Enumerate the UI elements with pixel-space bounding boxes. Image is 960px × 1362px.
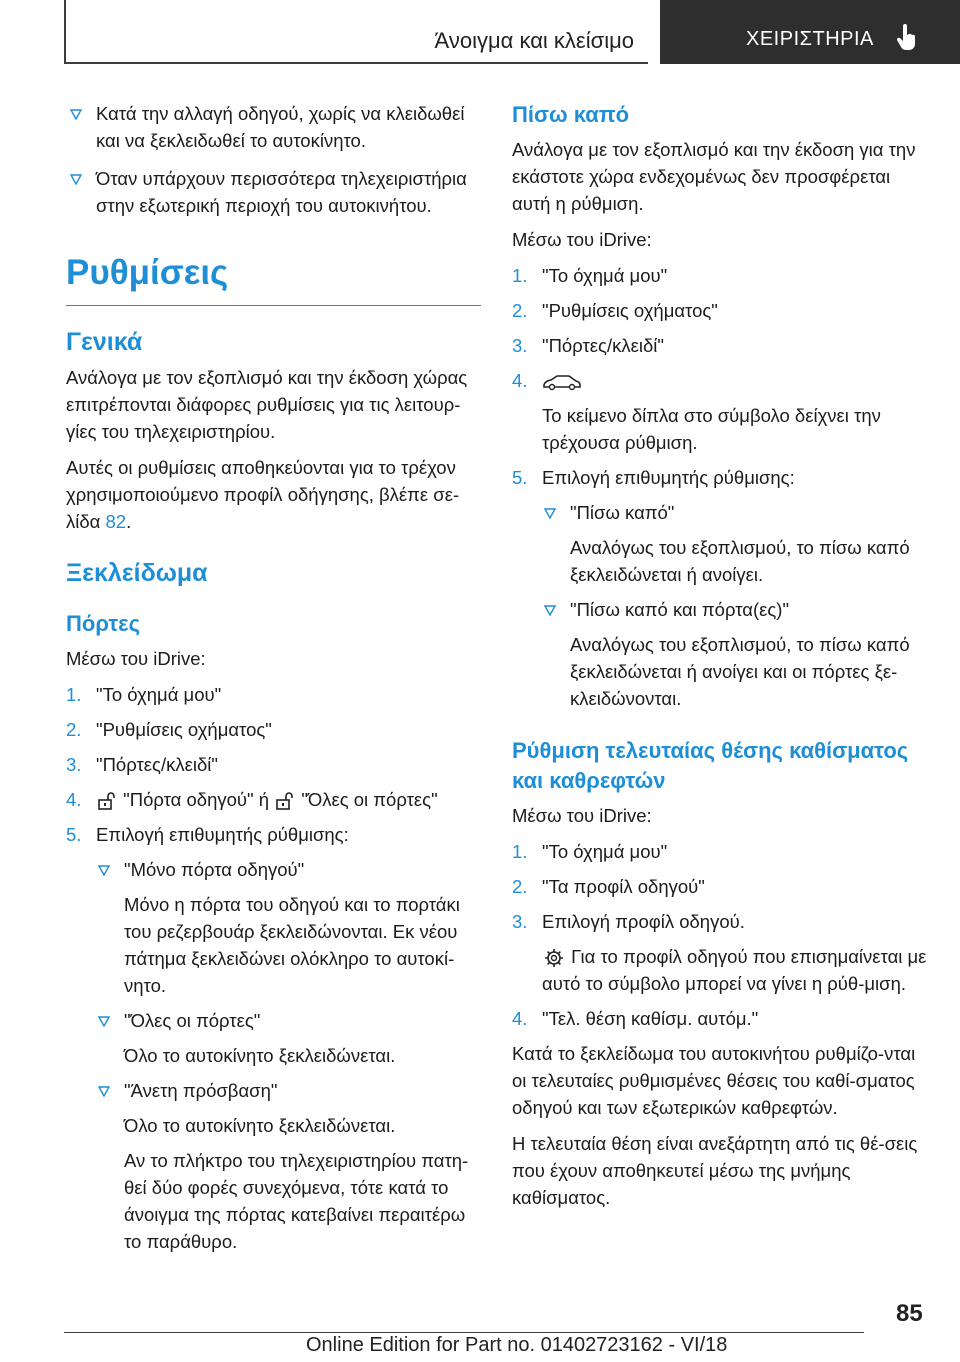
- step-item: 4. "Τελ. θέση καθίσμ. αυτόμ.": [512, 1008, 759, 1029]
- hand-pointer-icon: [896, 24, 918, 52]
- option-item: "Όλες οι πόρτες": [66, 1007, 481, 1034]
- step-note: Το κείμενο δίπλα στο σύμβολο δείχνει την τρέχουσα ρύθμιση.: [542, 405, 881, 453]
- seat-paragraph: Η τελευταία θέση είναι ανεξάρτητη από τις θέ-σεις που έχουν αποθηκευτεί μέσω της μνήμης καθίσματος.: [512, 1133, 918, 1208]
- general-paragraph-2: Αυτές οι ρυθμίσεις αποθηκεύονται για το τρέχον χρησιμοποιούμενο προφίλ οδήγησης, βλέπε σε-λίδα 82.: [66, 457, 460, 532]
- left-column: [66, 100, 481, 1263]
- car-tailgate-icon: [542, 372, 582, 392]
- via-idrive: Μέσω του iDrive:: [66, 648, 206, 669]
- step-item: 3. Επιλογή προφίλ οδηγού.: [512, 911, 745, 932]
- tailgate-paragraph: Ανάλογα με τον εξοπλισμό και την έκδοση για την εκάστοτε χώρα ενδεχομένως δεν προσφέρεται αυτή η ρύθμιση.: [512, 139, 916, 214]
- unlock-icon: [274, 791, 296, 811]
- triangle-bullet-icon: [98, 1016, 110, 1027]
- page-link[interactable]: 82: [105, 511, 127, 532]
- page-number: 85: [896, 1300, 923, 1327]
- step-item: 4.: [512, 367, 932, 394]
- settings-heading: Ρυθμίσεις: [66, 253, 229, 292]
- bullet-text: Όταν υπάρχουν περισσότερα τηλεχειριστήρια στην εξωτερική περιοχή του αυτοκινήτου.: [96, 168, 467, 216]
- step-item: 2. "Ρυθμίσεις οχήματος": [66, 719, 272, 740]
- triangle-bullet-icon: [544, 605, 556, 616]
- unlock-icon: [96, 791, 118, 811]
- chapter-label: ΧΕΙΡΙΣΤΗΡΙΑ: [746, 28, 874, 50]
- step-item: 3. "Πόρτες/κλειδί": [66, 754, 218, 775]
- option-text: Όλο το αυτοκίνητο ξεκλειδώνεται.: [124, 1045, 396, 1066]
- option-text: Αν το πλήκτρο του τηλεχειριστηρίου πατη-θεί δύο φορές συνεχόμενα, τότε κατά το άνοιγμα της πόρτας κατεβαίνει περαιτέρω το παράθυρο.: [124, 1150, 469, 1252]
- section-title: Άνοιγμα και κλείσιμο: [434, 28, 634, 53]
- step-item: 2. "Τα προφίλ οδηγού": [512, 876, 705, 897]
- gear-icon: [542, 947, 566, 969]
- seat-heading: Ρύθμιση τελευταίας θέσης καθίσματος και καθρεφτών: [512, 738, 909, 793]
- via-idrive: Μέσω του iDrive:: [512, 805, 652, 826]
- option-item: "Άνετη πρόσβαση": [66, 1077, 481, 1104]
- bullet-text: Κατά την αλλαγή οδηγού, χωρίς να κλειδωθεί και να ξεκλειδωθεί το αυτοκίνητο.: [96, 103, 465, 151]
- step-note: Για το προφίλ οδηγού που επισημαίνεται με αυτό το σύμβολο μπορεί να γίνει η ρύθ-μιση.: [542, 946, 927, 994]
- option-item: "Πίσω καπό και πόρτα(ες)": [512, 596, 932, 623]
- option-text: Αναλόγως του εξοπλισμού, το πίσω καπό ξεκλειδώνεται ή ανοίγει.: [570, 537, 910, 585]
- header-section-box: [64, 0, 648, 64]
- via-idrive: Μέσω του iDrive:: [512, 229, 652, 250]
- triangle-bullet-icon: [70, 109, 82, 120]
- chapter-tab: [660, 0, 960, 64]
- triangle-bullet-icon: [544, 508, 556, 519]
- option-text: Μόνο η πόρτα του οδηγού και το πορτάκι του ρεζερβουάρ ξεκλειδώνονται. Εκ νέου πάτημα ξεκλειδώνει ολόκληρο το αυτοκί-νητο.: [124, 894, 460, 996]
- heading-rule: [66, 305, 481, 306]
- step-item: 1. "Το όχημά μου": [512, 265, 668, 286]
- general-paragraph: Ανάλογα με τον εξοπλισμό και την έκδοση χώρας επιτρέπονται διάφορες ρυθμίσεις για τις λειτουρ-γίες του τηλεχειριστηρίου.: [66, 367, 468, 442]
- seat-paragraph: Κατά το ξεκλείδωμα του αυτοκινήτου ρυθμίζο-νται οι τελευταίες ρυθμισμένες θέσεις του καθί-σματος οδηγού και των εξωτερικών καθρεφτών.: [512, 1043, 916, 1118]
- step-item: 3. "Πόρτες/κλειδί": [512, 335, 664, 356]
- unlock-heading: Ξεκλείδωμα: [66, 559, 208, 587]
- edition-text: Online Edition for Part no. 01402723162 - VI/18: [306, 1334, 728, 1356]
- option-text: Αναλόγως του εξοπλισμού, το πίσω καπό ξεκλειδώνεται ή ανοίγει και οι πόρτες ξε-κλειδώνονται.: [570, 634, 910, 709]
- step-item: 5. Επιλογή επιθυμητής ρύθμισης:: [512, 467, 795, 488]
- option-item: "Μόνο πόρτα οδηγού": [66, 856, 481, 883]
- doors-heading: Πόρτες: [66, 611, 141, 636]
- triangle-bullet-icon: [98, 1086, 110, 1097]
- triangle-bullet-icon: [70, 174, 82, 185]
- step-item: 1. "Το όχημά μου": [512, 841, 668, 862]
- step-item: 5. Επιλογή επιθυμητής ρύθμισης:: [66, 824, 349, 845]
- right-column: [512, 100, 932, 1220]
- tailgate-heading: Πίσω καπό: [512, 102, 630, 127]
- step-item: 1. "Το όχημά μου": [66, 684, 222, 705]
- bullet-item: [66, 100, 481, 154]
- bullet-item: [66, 165, 481, 219]
- triangle-bullet-icon: [98, 865, 110, 876]
- step-item: 2. "Ρυθμίσεις οχήματος": [512, 300, 718, 321]
- step-item: 4. "Πόρτα οδηγού" ή "Όλες οι πόρτες": [66, 789, 438, 810]
- footer-rule: [64, 1332, 864, 1333]
- option-text: Όλο το αυτοκίνητο ξεκλειδώνεται.: [124, 1115, 396, 1136]
- general-heading: Γενικά: [66, 328, 143, 356]
- option-item: "Πίσω καπό": [512, 499, 932, 526]
